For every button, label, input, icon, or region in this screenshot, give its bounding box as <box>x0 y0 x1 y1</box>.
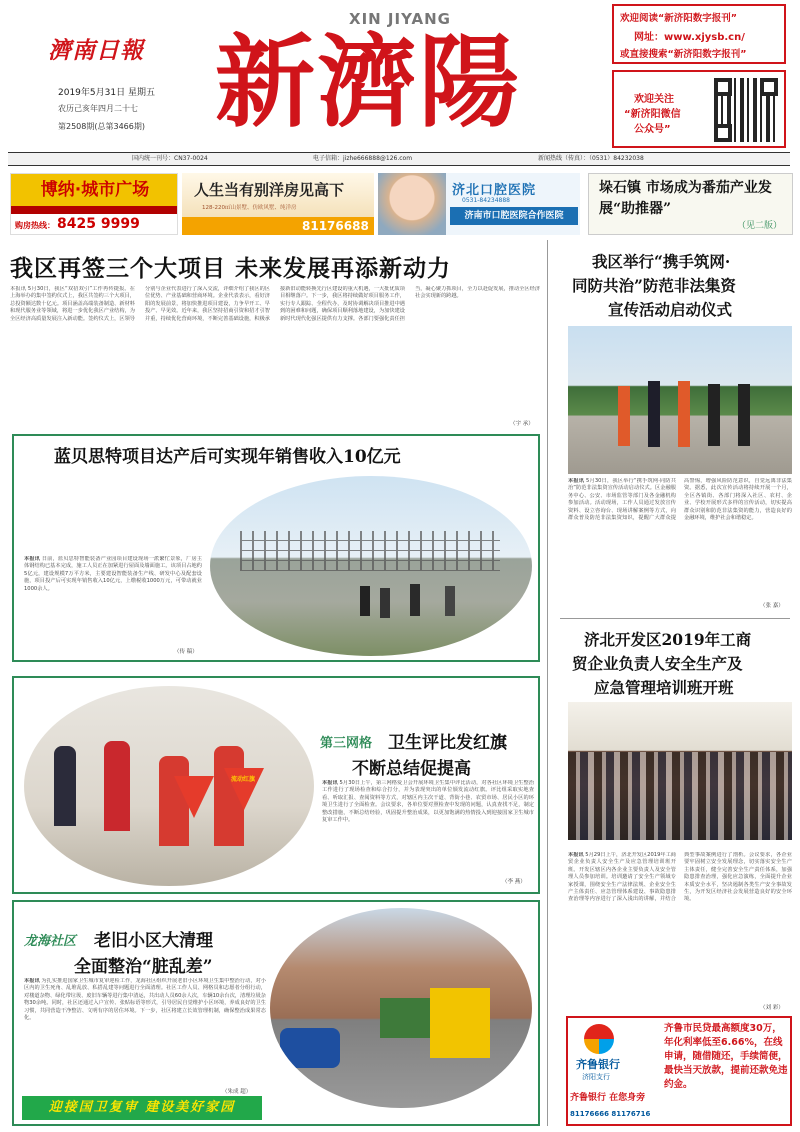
flag-label: 流动红旗 <box>231 776 256 783</box>
lanbei-author: （传 稿） <box>174 649 198 655</box>
redflag-title-2: 不断总结促提高 <box>352 759 471 779</box>
fund-body: 本报讯 5月30日，我区举行“携手筑网·同防共治”防范非法集资宣传活动启动仪式。区金融服务中心、公安、市场监管等部门及各金融机构参加活动。活动现场，工作人员通过发放宣传资料、设立咨询台、现场讲解案例等方式，向群众普及防范非法集资知识，提醒广大群众提高警惕，增强风险防范意识，自觉远离非法集资。据悉，此次宣传活动将持续开展一个月，全区各镇街、各部门将深入社区、农村、企业、学校开展形式多样的宣传活动，切实提高群众识别和防范非法集资的能力，营造良好的金融环境，维护社会和谐稳定。 <box>568 478 792 522</box>
side-teaser[interactable] <box>588 173 793 235</box>
bank-slogan: 齐鲁银行 在您身旁 <box>570 1093 646 1103</box>
redflag-column: 第三网格 <box>320 736 373 751</box>
safety-author: （刘 彩） <box>760 1005 784 1011</box>
longhai-body: 本报讯 为扎实推进国家卫生城市复审迎检工作，龙海社区组织开展老旧小区环境卫生集中整治行动，对小区内的卫生死角、乱堆乱放、私搭乱建等问题进行全面清理。社区工作人员、网格员和志愿者分组行动，对楼道杂物、绿化带垃圾、废旧车辆等进行集中清运，共出动人员60余人次，车辆10余台次，清理垃圾杂物30余吨。同时，社区还通过入户宣传、张贴标语等形式，引导居民自觉维护小区环境，养成良好的卫生习惯，共同营造干净整洁、文明有序的居住环境。下一步，社区将建立长效管理机制，确保整治成果常态化。 <box>24 978 266 1022</box>
bank-phone[interactable]: 81176666 81176716 <box>570 1110 651 1118</box>
right-divider <box>560 618 790 619</box>
fund-title-3: 宣传活动启动仪式 <box>608 300 733 319</box>
longhai-lead: 本报讯 <box>24 978 40 984</box>
redflag-photo <box>24 686 314 886</box>
masthead-logo: 新濟陽 <box>215 23 521 141</box>
fund-title-2: 同防共治”防范非法集资 <box>572 276 736 295</box>
longhai-author: （朱成 超） <box>222 1089 252 1095</box>
safety-title-3: 应急管理培训班开班 <box>594 678 734 697</box>
redflag-lead: 本报讯 <box>322 780 338 786</box>
wechat-line-1: 欢迎关注 <box>634 94 674 105</box>
lanbei-title: 蓝贝思特项目达产后可实现年销售收入10亿元 <box>54 447 401 467</box>
masthead <box>0 0 800 162</box>
ad2-sub: 128-220㎡山景墅、仿欧风墅、纯洋房 <box>202 205 297 211</box>
promo-line-3: 或直接搜索“新济阳数字报刊” <box>620 49 747 60</box>
article-safety <box>554 620 794 1012</box>
lanbei-lead: 本报讯 <box>24 556 41 562</box>
lunar-date: 农历己亥年四月二十七 <box>58 104 138 113</box>
bank-logo-icon <box>584 1024 614 1054</box>
bank-name: 齐鲁银行 <box>576 1058 620 1071</box>
article-lanbei <box>12 434 540 662</box>
article-illegal-fund <box>554 240 794 620</box>
fund-title-1: 我区举行“携手筑网· <box>592 252 731 271</box>
safety-title-2: 贸企业负责人安全生产及 <box>572 654 743 673</box>
safety-photo <box>568 702 792 840</box>
masthead-pinyin: XIN JIYANG <box>349 10 451 28</box>
info-bar <box>8 152 790 166</box>
redflag-author: （李 燕） <box>502 879 526 885</box>
ad3-model-photo <box>378 173 446 235</box>
redflag-body: 本报讯 5月30日上午，第三网格爱卫会开展环境卫生集中评比活动，对各社区环境卫生整治工作进行了现场检查和综合打分，并为表现突出的单位颁发流动红旗。评比组采取实地查看、听取汇报、查阅资料等方式，对辖区内主次干道、背街小巷、农贸市场、居民小区的环境卫生进行了全面检查。会议要求，各单位要对照检查中发现的问题，认真查找不足，制定整改措施，不断总结经验，巩固提升整治成果，以更加饱满的热情投入到迎接国家卫生城市复审工作中。 <box>322 780 534 824</box>
ad-qilu-bank[interactable] <box>566 1016 792 1126</box>
redflag-title-1: 卫生评比发红旗 <box>388 733 507 753</box>
qr-code-icon[interactable] <box>714 78 778 142</box>
column-divider <box>547 240 548 1126</box>
ad-dental-hospital[interactable] <box>378 173 580 235</box>
wechat-line-3: 公众号” <box>634 124 671 135</box>
ad1-phone-label: 购房热线： <box>15 221 55 230</box>
bank-branch: 济阳支行 <box>582 1073 610 1081</box>
article-longhai <box>12 900 540 1126</box>
safety-title-1: 济北开发区2019年工商 <box>584 630 752 649</box>
promo-line-1: 欢迎阅读“新济阳数字报刊” <box>620 13 737 24</box>
info-email[interactable]: 电子信箱：jizhe666888@126.com <box>313 155 413 162</box>
safety-body: 本报讯 5月29日上午，济北开发区2019年工商贸企业负责人安全生产及应急管理培训班开班。开发区辖区内各企业主要负责人及安全管理人员参加培训。培训邀请了安全生产领域专家授课，围绕安全生产法律法规、企业安全生产主体责任、应急管理体系建设、事故隐患排查治理等内容进行了深入浅出的讲解，并结合典型事故案例进行了剖析。会议要求，各企业要牢固树立安全发展理念，切实落实安全生产主体责任，健全完善安全生产责任体系，加强隐患排查治理，强化应急演练，全面提升企业本质安全水平，坚决遏制各类生产安全事故发生，为开发区经济社会发展营造良好的安全环境。 <box>568 852 792 903</box>
ad2-phone[interactable]: 81176688 <box>302 219 369 233</box>
lanbei-photo <box>210 476 532 656</box>
info-issn: 国内统一刊号：CN37-0024 <box>132 155 208 162</box>
bottom-banner: 迎接国卫复审 建设美好家园 <box>22 1096 262 1120</box>
longhai-title-2: 全面整治“脏乱差” <box>74 957 213 977</box>
headline-main: 我区再签三个大项目 未来发展再添新动力 <box>10 255 452 282</box>
lanbei-body: 本报讯 日前，蓝贝思特智能装备产业园项目建设现场一派繁忙景象，厂房主体钢结构已基本完成，施工人员正在加紧进行屋面及墙面施工。该项目占地约5亿元，建设规模7万平方米，主要建设智能装备生产线、研发中心及配套设施，项目投产后可实现年销售收入10亿元，上缴税收1000万元，可带动就业1000余人。 <box>24 556 202 592</box>
ad2-headline: 人生当有别洋房见高下 <box>194 181 345 199</box>
issue-date: 2019年5月31日 星期五 <box>58 88 155 98</box>
article-main-author: （宇 承） <box>510 421 534 427</box>
ad1-title: 博纳·城市广场 <box>11 174 178 206</box>
longhai-photo <box>270 908 532 1108</box>
wechat-promo <box>612 70 786 148</box>
longhai-title-1: 老旧小区大清理 <box>94 931 213 951</box>
info-hotline: 新闻热线（传真）：（0531）84232038 <box>538 155 644 162</box>
ad3-title: 济北口腔医院 <box>452 183 537 198</box>
bank-text: 齐鲁市民贷最高额度30万，年化利率低至6.66%，在线申请，随借随还，手续简便，最快当天放款，提前还款免违约金。 <box>664 1023 788 1090</box>
safety-lead: 本报讯 <box>568 852 584 858</box>
teaser-ref: （见二版） <box>737 221 783 231</box>
wechat-line-2: “新济阳微信 <box>624 109 681 120</box>
ad-villa[interactable] <box>182 173 374 235</box>
teaser-title: 垛石镇 市场成为番茄产业发展“助推器” <box>599 180 772 217</box>
fund-photo <box>568 326 792 474</box>
parent-paper-logo: 濟南日報 <box>48 37 144 64</box>
promo-url[interactable]: 网址：www.xjysb.cn/ <box>634 32 745 43</box>
longhai-column: 龙海社区 <box>24 934 77 949</box>
digital-edition-promo <box>612 4 786 64</box>
article-main-body: 本报讯 5月30日，我区“双招双引”工作再传捷报。在上海举办的集中签约仪式上，我区共签约三个大项目，总投资额达数十亿元。项目涵盖高端装备制造、新材料和现代服务业等领域，将进一步优化我区产业结构，为全区经济高质量发展注入新动能。签约仪式上，区领导分别与企业代表进行了深入交流，详细介绍了我区的区位优势、产业基础和营商环境。企业代表表示，看好济阳的发展前景，将加快推进项目建设，力争早开工、早投产、早见效。近年来，我区坚持招商引资和招才引智并重，持续优化营商环境，不断完善基础设施，积极承接新旧动能转换先行区建设的重大机遇，一大批优质项目相继落户。下一步，我区将持续做好项目服务工作，实行专人跟踪、全程代办，及时协调解决项目推进中遇到的困难和问题，确保项目顺利落地建设，为加快建设新时代现代化强区提供有力支撑。各部门要强化责任担当，凝心聚力抓项目，全力以赴促发展，推动全区经济社会实现新的跨越。 <box>10 286 540 322</box>
ad3-phone[interactable]: 0531-84234888 <box>462 197 510 204</box>
issue-number: 第2508期(总第3466期) <box>58 122 145 131</box>
fund-author: （张 嘉） <box>760 603 784 609</box>
ad3-sub: 济南市口腔医院合作医院 <box>450 207 578 225</box>
ad-bona-plaza[interactable] <box>10 173 178 235</box>
fund-lead: 本报讯 <box>568 478 585 484</box>
ad1-phone[interactable]: 8425 9999 <box>57 216 140 232</box>
article-redflag <box>12 676 540 894</box>
